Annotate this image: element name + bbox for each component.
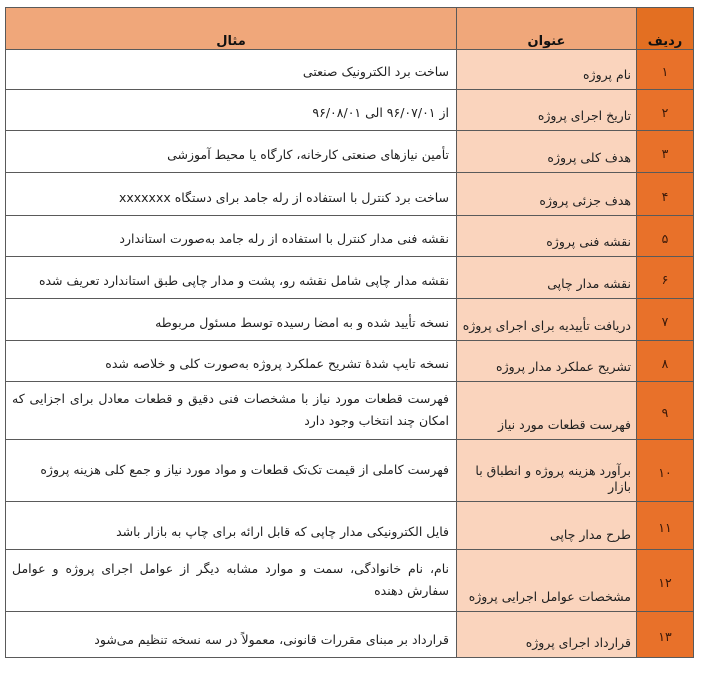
row-title: دریافت تأییدیه برای اجرای پروژه [457, 299, 637, 341]
row-index: ۴ [637, 173, 694, 216]
row-example: قرارداد بر مبنای مقررات قانونی، معمولاً در سه نسخه تنظیم می‌شود [6, 612, 457, 658]
row-title: نقشه مدار چاپی [457, 257, 637, 299]
table-row [6, 50, 694, 90]
row-example: از ۹۶/۰۷/۰۱ الی ۹۶/۰۸/۰۱ [6, 90, 457, 131]
row-title: نام پروژه [457, 50, 637, 90]
row-example: ساخت برد الکترونیک صنعتی [6, 50, 457, 90]
row-index: ۳ [637, 131, 694, 173]
table-row [6, 440, 694, 502]
row-index: ۱ [637, 50, 694, 90]
row-index: ۵ [637, 216, 694, 257]
header-title: عنوان [457, 8, 637, 50]
row-index: ۷ [637, 299, 694, 341]
header-index: ردیف [637, 8, 694, 50]
row-example: فهرست کاملی از قیمت تک‌تک قطعات و مواد مورد نیاز و جمع کلی هزینه پروژه [6, 440, 457, 502]
row-title: هدف جزئی پروژه [457, 173, 637, 216]
row-index: ۱۳ [637, 612, 694, 658]
row-title: تشریح عملکرد مدار پروژه [457, 341, 637, 382]
row-example: فهرست قطعات مورد نیاز با مشخصات فنی دقیق و قطعات معادل برای اجزایی که امکان چند انتخاب وجود دارد [6, 382, 457, 440]
row-example: فایل الکترونیکی مدار چاپی که قابل ارائه برای چاپ به بازار باشد [6, 502, 457, 550]
table-row [6, 131, 694, 173]
row-example: نسخه تایپ شدهٔ تشریح عملکرد پروژه به‌صورت کلی و خلاصه شده [6, 341, 457, 382]
row-title: برآورد هزینه پروژه و انطباق با بازار [457, 440, 637, 502]
row-example: نام، نام خانوادگی، سمت و موارد مشابه دیگر از عوامل اجرای پروژه و عوامل سفارش دهنده [6, 550, 457, 612]
row-index: ۹ [637, 382, 694, 440]
table-row [6, 612, 694, 658]
row-title: هدف کلی پروژه [457, 131, 637, 173]
header-example: مثال [6, 8, 457, 50]
table-row [6, 173, 694, 216]
row-index: ۱۰ [637, 440, 694, 502]
table-row [6, 382, 694, 440]
row-example: تأمین نیازهای صنعتی کارخانه، کارگاه یا محیط آموزشی [6, 131, 457, 173]
row-index: ۱۱ [637, 502, 694, 550]
row-title: تاریخ اجرای پروژه [457, 90, 637, 131]
table-row [6, 502, 694, 550]
row-title: طرح مدار چاپی [457, 502, 637, 550]
table-row [6, 341, 694, 382]
row-index: ۸ [637, 341, 694, 382]
row-index: ۲ [637, 90, 694, 131]
row-title: نقشه فنی پروژه [457, 216, 637, 257]
table-row [6, 550, 694, 612]
row-example: نقشه مدار چاپی شامل نقشه رو، پشت و مدار چاپی طبق استاندارد تعریف شده [6, 257, 457, 299]
row-title: مشخصات عوامل اجرایی پروژه [457, 550, 637, 612]
table-row [6, 90, 694, 131]
table-row [6, 257, 694, 299]
header-row [6, 8, 694, 50]
row-example: نسخه تأیید شده و به امضا رسیده توسط مسئول مربوطه [6, 299, 457, 341]
project-steps-table [5, 7, 694, 658]
row-title: فهرست قطعات مورد نیاز [457, 382, 637, 440]
row-example: نقشه فنی مدار کنترل با استفاده از رله جامد به‌صورت استاندارد [6, 216, 457, 257]
table-row [6, 216, 694, 257]
table-header [6, 8, 694, 50]
row-title: قرارداد اجرای پروژه [457, 612, 637, 658]
row-example: ساخت برد کنترل با استفاده از رله جامد برای دستگاه xxxxxxx [6, 173, 457, 216]
table-row [6, 299, 694, 341]
row-index: ۱۲ [637, 550, 694, 612]
table-body [6, 50, 694, 658]
row-index: ۶ [637, 257, 694, 299]
